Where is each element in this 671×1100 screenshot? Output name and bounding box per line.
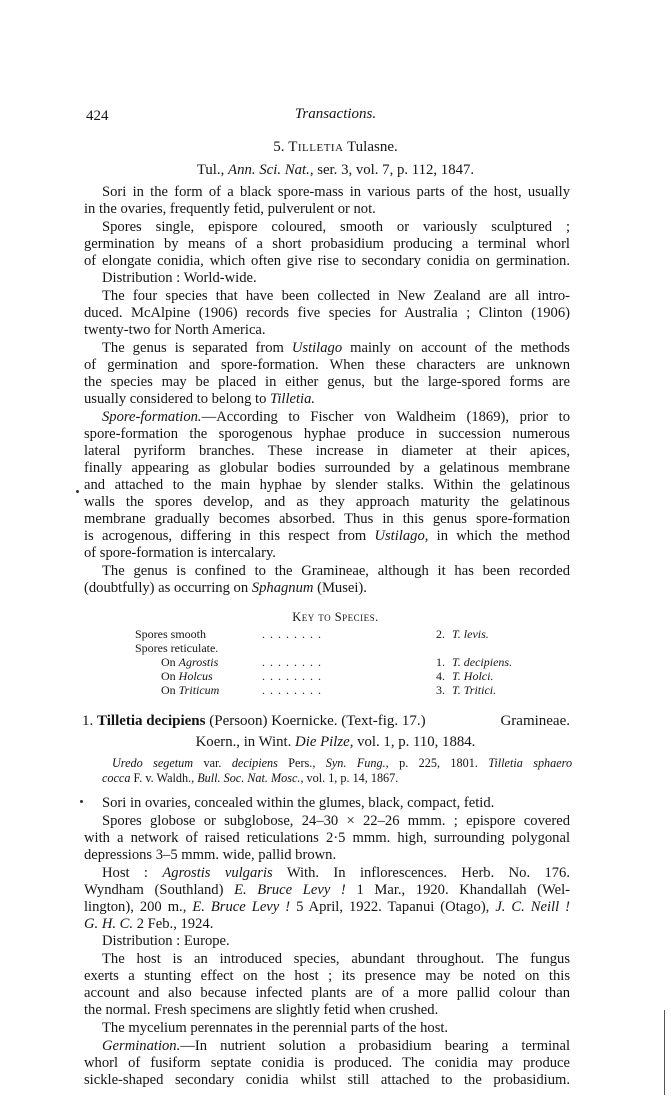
key-leader-dots: . . . . . . . . — [262, 669, 322, 683]
text-line: the normal. Fresh specimens are slightly fetid when crushed. — [84, 1002, 439, 1018]
text-line: and attached to the main hyphae by slender stalks. Within the gelatinous — [84, 477, 570, 493]
text-line: usually considered to belong to Tilletia. — [84, 391, 316, 407]
text-line: with a network of raised reticulations 2·5 mmm. high, surrounding polygonal — [84, 830, 570, 846]
text-line: Spores globose or subglobose, 24–30 × 22–26 mmm. ; epispore covered — [102, 813, 570, 829]
text-line: account and also because infected plants are of a more pallid colour than — [84, 985, 570, 1001]
key-row-species: T. Holci. — [452, 669, 494, 683]
text-line: Distribution : Europe. — [102, 933, 230, 949]
text-line: Sori in ovaries, concealed within the glumes, black, compact, fetid. — [102, 795, 495, 811]
species-family: Gramineae. — [500, 713, 570, 729]
text-line: Wyndham (Southland) E. Bruce Levy ! 1 Mar., 1920. Khandallah (Wel- — [84, 882, 571, 898]
species-heading: 1. Tilletia decipiens (Persoon) Koernicke. (Text-fig. 17.) — [82, 713, 426, 729]
text-line: The genus is separated from Ustilago mainly on account of the methods — [102, 340, 570, 356]
text-line: The four species that have been collected in New Zealand are all intro- — [102, 288, 570, 304]
scan-edge-line — [664, 1010, 665, 1095]
key-row-number: 3. — [436, 683, 445, 697]
text-line: sickle-shaped secondary conidia whilst still attached to the probasidium. — [84, 1072, 570, 1088]
text-line: Sori in the form of a black spore-mass in various parts of the host, usually — [102, 184, 570, 200]
text-line: in the ovaries, frequently fetid, pulverulent or not. — [84, 201, 376, 217]
margin-mark — [80, 800, 83, 803]
key-row-number: 4. — [436, 669, 445, 683]
key-row-species: T. Tritici. — [452, 683, 497, 697]
text-line: G. H. C. 2 Feb., 1924. — [84, 916, 214, 932]
key-row-label: Spores smooth — [135, 627, 207, 641]
key-row-number: 2. — [436, 627, 445, 641]
genus-citation: Tul., Ann. Sci. Nat., ser. 3, vol. 7, p. 112, 1847. — [196, 162, 475, 178]
text-line: duced. McAlpine (1906) records five species for Australia ; Clinton (1906) — [84, 305, 570, 321]
page-number: 424 — [86, 108, 109, 124]
key-row-label: On Triticum — [161, 683, 220, 697]
key-title: Key to Species. — [292, 610, 379, 624]
text-line: Germination.—In nutrient solution a probasidium bearing a terminal — [102, 1038, 570, 1054]
text-line: twenty-two for North America. — [84, 322, 266, 338]
synonymy-line: Uredo segetum var. decipiens Pers., Syn. Fung., p. 225, 1801. Tilletia sphaero — [112, 756, 573, 770]
text-line: lington), 200 m., E. Bruce Levy ! 5 April, 1922. Tapanui (Otago), J. C. Neill ! — [84, 899, 570, 915]
text-line: finally appearing as globular bodies surrounded by a gelatinous membrane — [84, 460, 570, 476]
text-line: spore-formation the sporogenous hyphae produce in succession numerous — [84, 426, 570, 442]
genus-heading: 5. Tilletia Tulasne. — [273, 139, 398, 155]
text-line: The host is an introduced species, abundant throughout. The fungus — [102, 951, 570, 967]
text-line: Distribution : World-wide. — [102, 270, 257, 286]
text-line: is acrogenous, differing in this respect from Ustilago, in which the method — [84, 528, 570, 544]
running-title: Transactions. — [294, 106, 377, 122]
key-row-number: 1. — [436, 655, 445, 669]
text-line: germination by means of a short probasidium producing a terminal whorl — [84, 236, 570, 252]
text-line: of elongate conidia, which often give rise to secondary conidia on germination. — [84, 253, 570, 269]
text-line: exerts a stunting effect on the host ; its presence may be noted on this — [84, 968, 570, 984]
text-line: walls the spores develop, and as they approach maturity the gelatinous — [84, 494, 570, 510]
key-leader-dots: . . . . . . . . — [262, 627, 322, 641]
text-line: lateral pyriform branches. These increase in diameter at their apices, — [84, 443, 570, 459]
text-line: of spore-formation is intercalary. — [84, 545, 276, 561]
key-row-label: Spores reticulate. — [135, 641, 219, 655]
text-line: of germination and spore-formation. When these characters are unknown — [84, 357, 570, 373]
key-row-label: On Holcus — [161, 669, 213, 683]
text-line: Spores single, epispore coloured, smooth or variously sculptured ; — [102, 219, 570, 235]
text-line: The mycelium perennates in the perennial parts of the host. — [102, 1020, 449, 1036]
species-citation: Koern., in Wint. Die Pilze, vol. 1, p. 110, 1884. — [195, 734, 476, 750]
text-line: the species may be placed in either genus, but the large-spored forms are — [84, 374, 570, 390]
text-line: whorl of fusiform septate conidia is produced. The conidia may produce — [84, 1055, 570, 1071]
key-row-label: On Agrostis — [161, 655, 219, 669]
key-leader-dots: . . . . . . . . — [262, 683, 322, 697]
text-line: Host : Agrostis vulgaris With. In inflorescences. Herb. No. 176. — [102, 865, 570, 881]
text-line: The genus is confined to the Gramineae, although it has been recorded — [102, 563, 570, 579]
text-line: depressions 3–5 mmm. wide, pallid brown. — [84, 847, 337, 863]
text-line: Spore-formation.—According to Fischer von Waldheim (1869), prior to — [102, 409, 570, 425]
text-line: membrane gradually becomes absorbed. Thus in this genus spore-formation — [84, 511, 570, 527]
text-line: (doubtfully) as occurring on Sphagnum (Musei). — [84, 580, 367, 596]
genus-name: Tilletia — [288, 139, 344, 155]
margin-mark — [76, 490, 79, 493]
key-row-species: T. levis. — [452, 627, 489, 641]
synonymy-line: cocca F. v. Waldh., Bull. Soc. Nat. Mosc., vol. 1, p. 14, 1867. — [102, 771, 399, 785]
key-row-species: T. decipiens. — [452, 655, 513, 669]
key-leader-dots: . . . . . . . . — [262, 655, 322, 669]
